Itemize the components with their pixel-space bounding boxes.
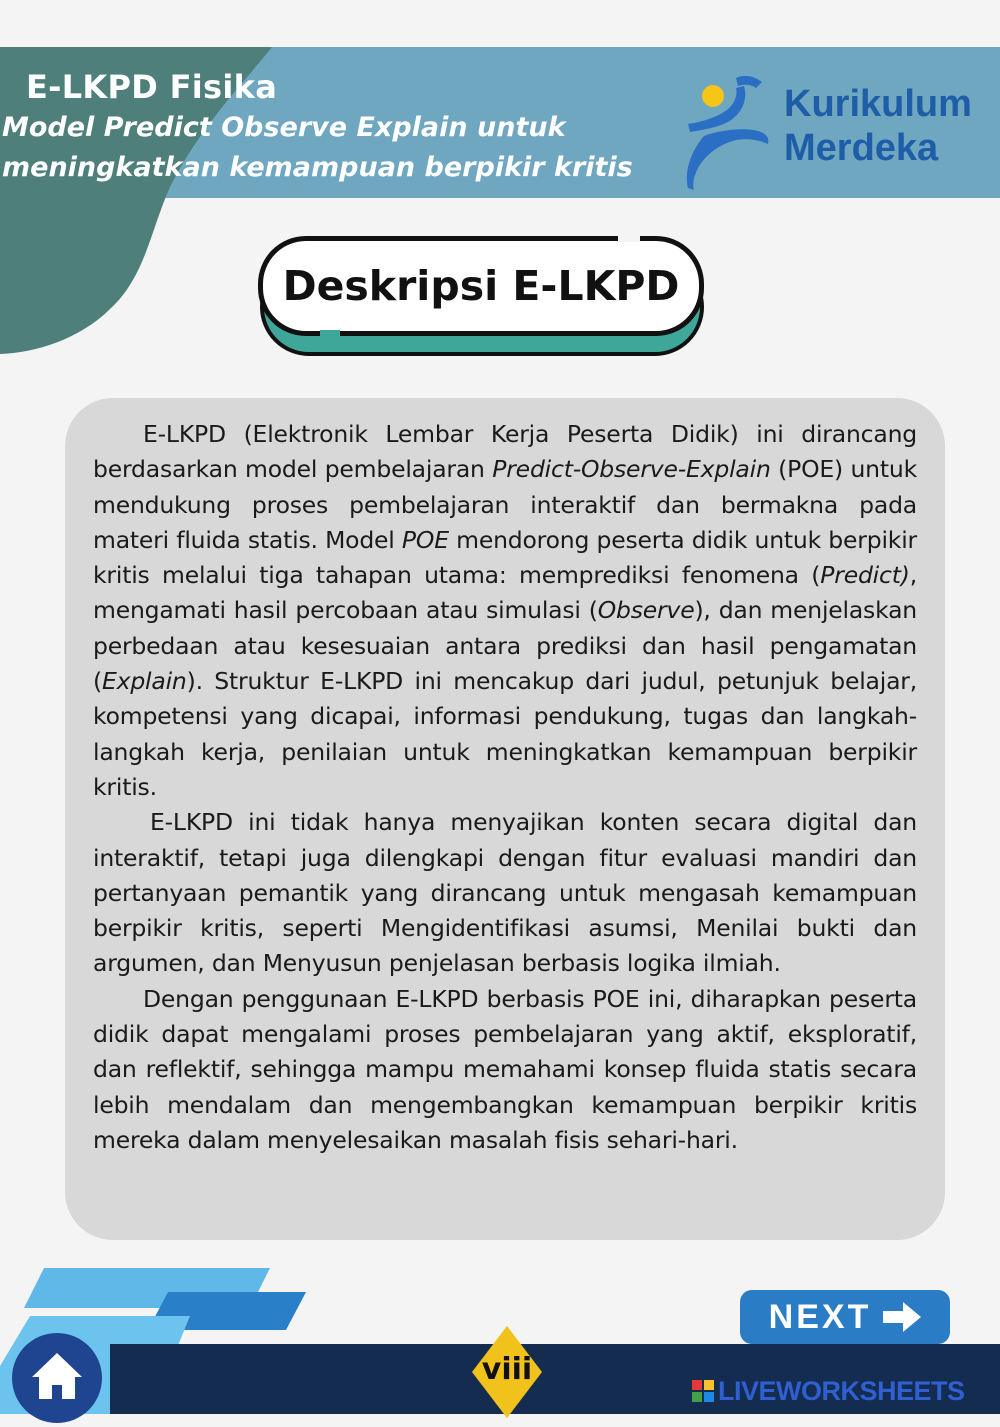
arrow-right-icon	[883, 1302, 921, 1332]
kurikulum-merdeka-logo	[684, 70, 1000, 192]
header-subtitle-line1: Model Predict Observe Explain untuk	[2, 112, 566, 143]
title-pill-outline-gap-bottom	[320, 330, 340, 340]
home-button[interactable]	[12, 1333, 102, 1423]
title-pill	[258, 236, 704, 336]
p1-italic-observe: Observe	[597, 596, 695, 625]
p1-text-a: E-LKPD (Elektronik Lembar Kerja Peserta Didik) ini dirancang berdasarkan model pembelajaran	[93, 420, 917, 484]
logo-line1: Kurikulum	[784, 83, 972, 125]
kurikulum-merdeka-logo-mark	[684, 70, 784, 192]
home-icon	[12, 1333, 102, 1423]
p1-text-i: ), dan menjelaskan perbedaan atau kesesuaian antara prediksi dan hasil pengamatan (	[93, 596, 917, 696]
description-text	[93, 417, 917, 1158]
page-number: viii	[481, 1352, 533, 1387]
p1-text-e: mendorong peserta didik untuk berpikir kritis melalui tiga tahapan utama: memprediksi fenomena (	[93, 525, 917, 590]
p1-italic-poe: POE	[401, 525, 449, 554]
logo-wordmark	[784, 82, 972, 170]
liveworksheets-label: LIVEWORKSHEETS	[718, 1375, 965, 1406]
paragraph-3: Dengan penggunaan E-LKPD berbasis POE ini, diharapkan peserta didik dapat mengalami proses pembelajaran yang aktif, eksploratif, dan reflektif, sehingga mampu memahami konsep fluida statis secara lebih mendalam dan mengembangkan kemampuan berpikir kritis mereka dalam menyelesaikan masalah fisis sehari-hari.	[93, 984, 917, 1154]
p1-italic-poe-full: Predict-Observe-Explain	[492, 455, 771, 484]
p1-italic-predict: Predict)	[820, 561, 910, 590]
next-label: NEXT	[768, 1297, 872, 1336]
p1-text-c: (POE) untuk mendukung proses pembelajaran interaktif dan bermakna pada materi fluida statis. Model	[93, 455, 917, 554]
logo-line2: Merdeka	[784, 127, 939, 169]
p1-text-g: , mengamati hasil percobaan atau simulasi (	[93, 561, 917, 625]
next-button[interactable]	[740, 1290, 950, 1344]
p1-text-k: ). Struktur E-LKPD ini mencakup dari judul, petunjuk belajar, kompetensi yang dicapai, informasi pendukung, tugas dan langkah-langkah kerja, penilaian untuk meningkatkan kemampuan berpikir kritis.	[93, 667, 917, 801]
title-pill-outline-gap	[618, 232, 640, 242]
section-title: Deskripsi E-LKPD	[282, 262, 680, 310]
header-subtitle-line2: meningkatkan kemampuan berpikir kritis	[2, 152, 633, 183]
header-subtitle	[2, 108, 642, 188]
header-title: E-LKPD Fisika	[26, 68, 278, 106]
paragraph-1	[93, 417, 917, 805]
liveworksheets-logo-icon	[692, 1380, 714, 1402]
paragraph-2: E-LKPD ini tidak hanya menyajikan konten secara digital dan interaktif, tetapi juga dilengkapi dengan fitur evaluasi mandiri dan pertanyaan pemantik yang dirancang untuk mengasah kemampuan berpikir kritis, seperti Mengidentifikasi asumsi, Menilai bukti dan argumen, dan Menyusun penjelasan berbasis logika ilmiah.	[93, 808, 917, 978]
p1-italic-explain: Explain	[101, 667, 187, 696]
liveworksheets-watermark	[692, 1376, 965, 1406]
